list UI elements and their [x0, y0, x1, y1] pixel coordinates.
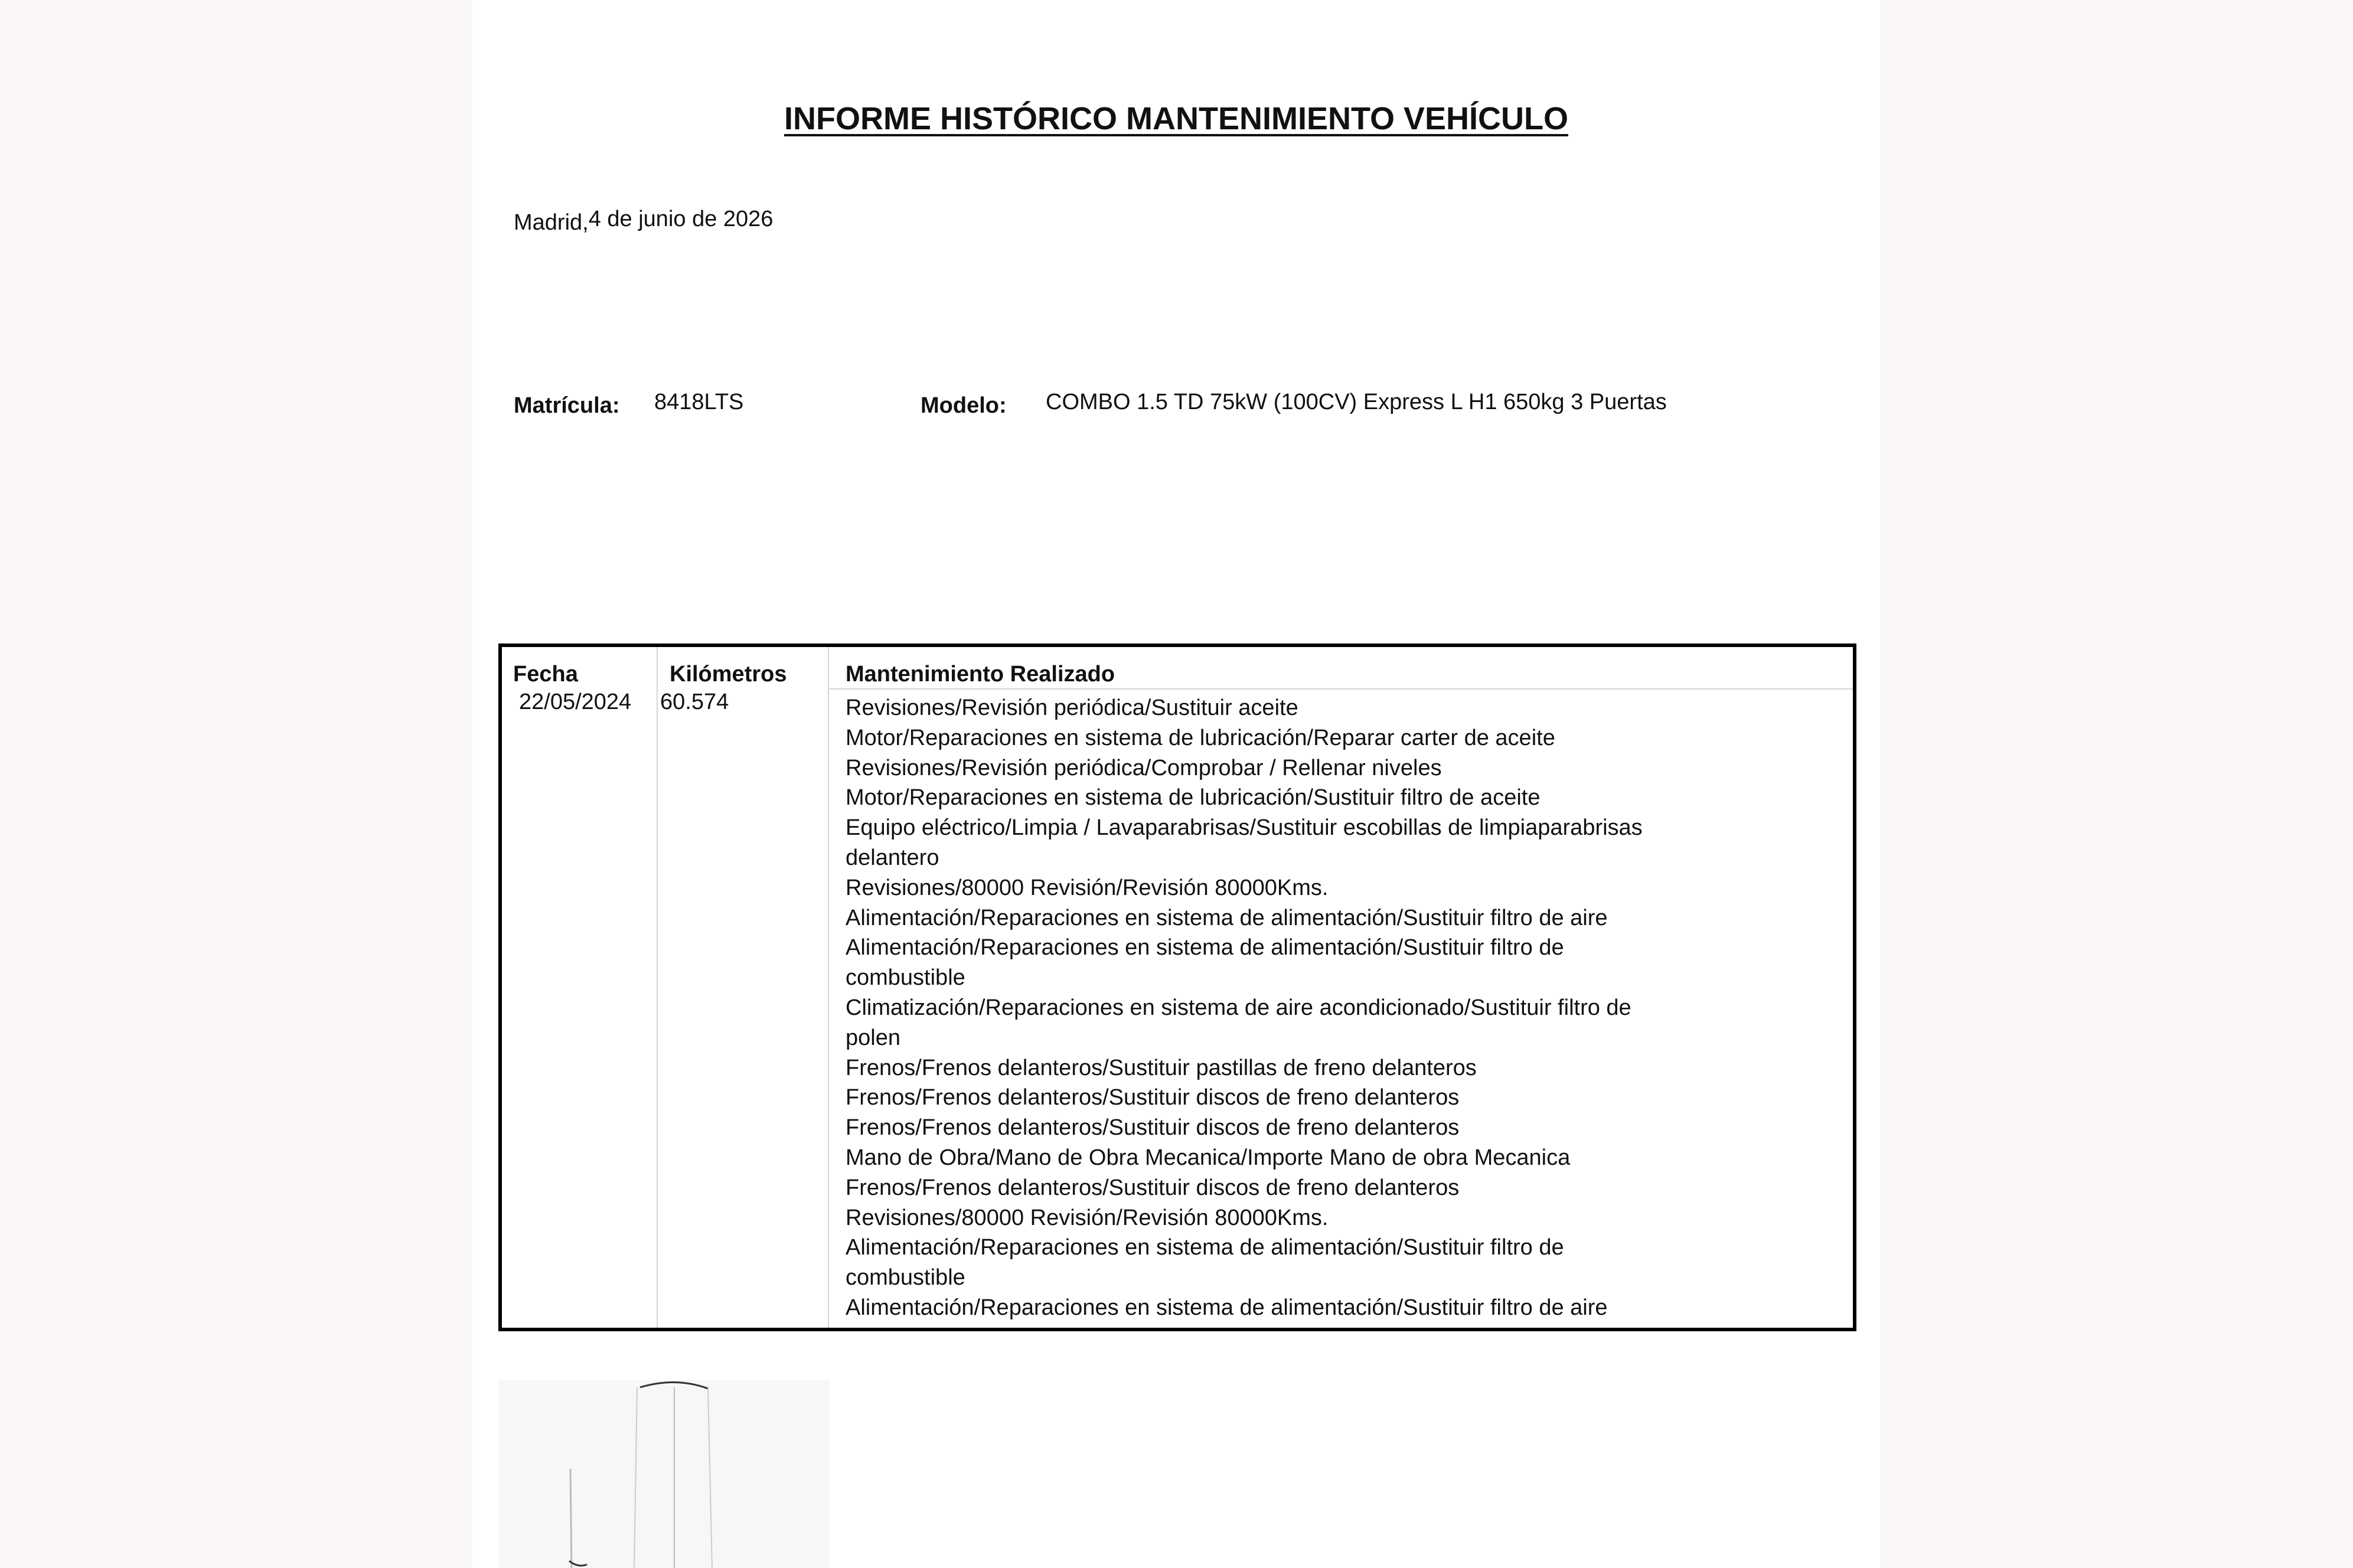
maintenance-line: combustible — [846, 1265, 965, 1291]
maintenance-line: Alimentación/Reparaciones en sistema de alimentación/Sustituir filtro de aire — [846, 1295, 1608, 1320]
maintenance-line: Alimentación/Reparaciones en sistema de alimentación/Sustituir filtro de — [846, 935, 1564, 961]
maintenance-line: Motor/Reparaciones en sistema de lubricación/Reparar carter de aceite — [846, 725, 1555, 750]
row-km: 60.574 — [660, 690, 729, 714]
maintenance-line: Mano de Obra/Mano de Obra Mecanica/Importe Mano de obra Mecanica — [846, 1145, 1571, 1170]
maintenance-line: Equipo eléctrico/Limpia / Lavaparabrisas/Sustituir escobillas de limpiaparabrisas — [846, 815, 1643, 841]
maintenance-line: Revisiones/Revisión periódica/Comprobar / Rellenar niveles — [846, 755, 1442, 780]
maintenance-line: Revisiones/80000 Revisión/Revisión 80000Kms. — [846, 1205, 1329, 1230]
document-page — [472, 0, 1880, 1568]
maintenance-line: combustible — [846, 965, 965, 991]
report-date: 4 de junio de 2026 — [588, 207, 774, 231]
maintenance-lines — [846, 693, 1643, 1323]
report-title: INFORME HISTÓRICO MANTENIMIENTO VEHÍCULO — [784, 101, 1568, 136]
maintenance-table — [498, 643, 1856, 1331]
maintenance-line: Revisiones/80000 Revisión/Revisión 80000Kms. — [846, 875, 1329, 900]
plate-label: Matrícula: — [514, 393, 620, 418]
plate-value: 8418LTS — [654, 390, 744, 414]
header-divider — [828, 688, 1853, 690]
place-date — [514, 207, 774, 235]
maintenance-line: Frenos/Frenos delanteros/Sustituir discos de freno delanteros — [846, 1115, 1460, 1141]
maintenance-line: Frenos/Frenos delanteros/Sustituir discos de freno delanteros — [846, 1085, 1460, 1110]
column-divider — [657, 647, 658, 1328]
maintenance-line: Motor/Reparaciones en sistema de lubricación/Sustituir filtro de aceite — [846, 785, 1541, 811]
column-divider — [828, 647, 829, 1328]
maintenance-line: Frenos/Frenos delanteros/Sustituir pastillas de freno delanteros — [846, 1055, 1477, 1080]
maintenance-line: Alimentación/Reparaciones en sistema de alimentación/Sustituir filtro de — [846, 1235, 1564, 1260]
model-label: Modelo: — [921, 393, 1007, 418]
maintenance-line: delantero — [846, 845, 939, 870]
maintenance-line: Revisiones/Revisión periódica/Sustituir aceite — [846, 695, 1298, 720]
maintenance-line: Alimentación/Reparaciones en sistema de alimentación/Sustituir filtro de aire — [846, 905, 1608, 930]
model-value: COMBO 1.5 TD 75kW (100CV) Express L H1 650kg 3 Puertas — [1046, 390, 1667, 414]
header-maintenance: Mantenimiento Realizado — [846, 662, 1115, 687]
header-date: Fecha — [513, 662, 578, 687]
vehicle-photo — [498, 1380, 829, 1568]
header-km: Kilómetros — [670, 662, 787, 687]
maintenance-line: Frenos/Frenos delanteros/Sustituir discos de freno delanteros — [846, 1175, 1460, 1200]
maintenance-line: polen — [846, 1025, 900, 1050]
city: Madrid, — [514, 210, 589, 235]
vehicle-photo-graphic — [498, 1380, 829, 1568]
row-date: 22/05/2024 — [519, 690, 632, 714]
maintenance-line: Climatización/Reparaciones en sistema de aire acondicionado/Sustituir filtro de — [846, 995, 1631, 1020]
